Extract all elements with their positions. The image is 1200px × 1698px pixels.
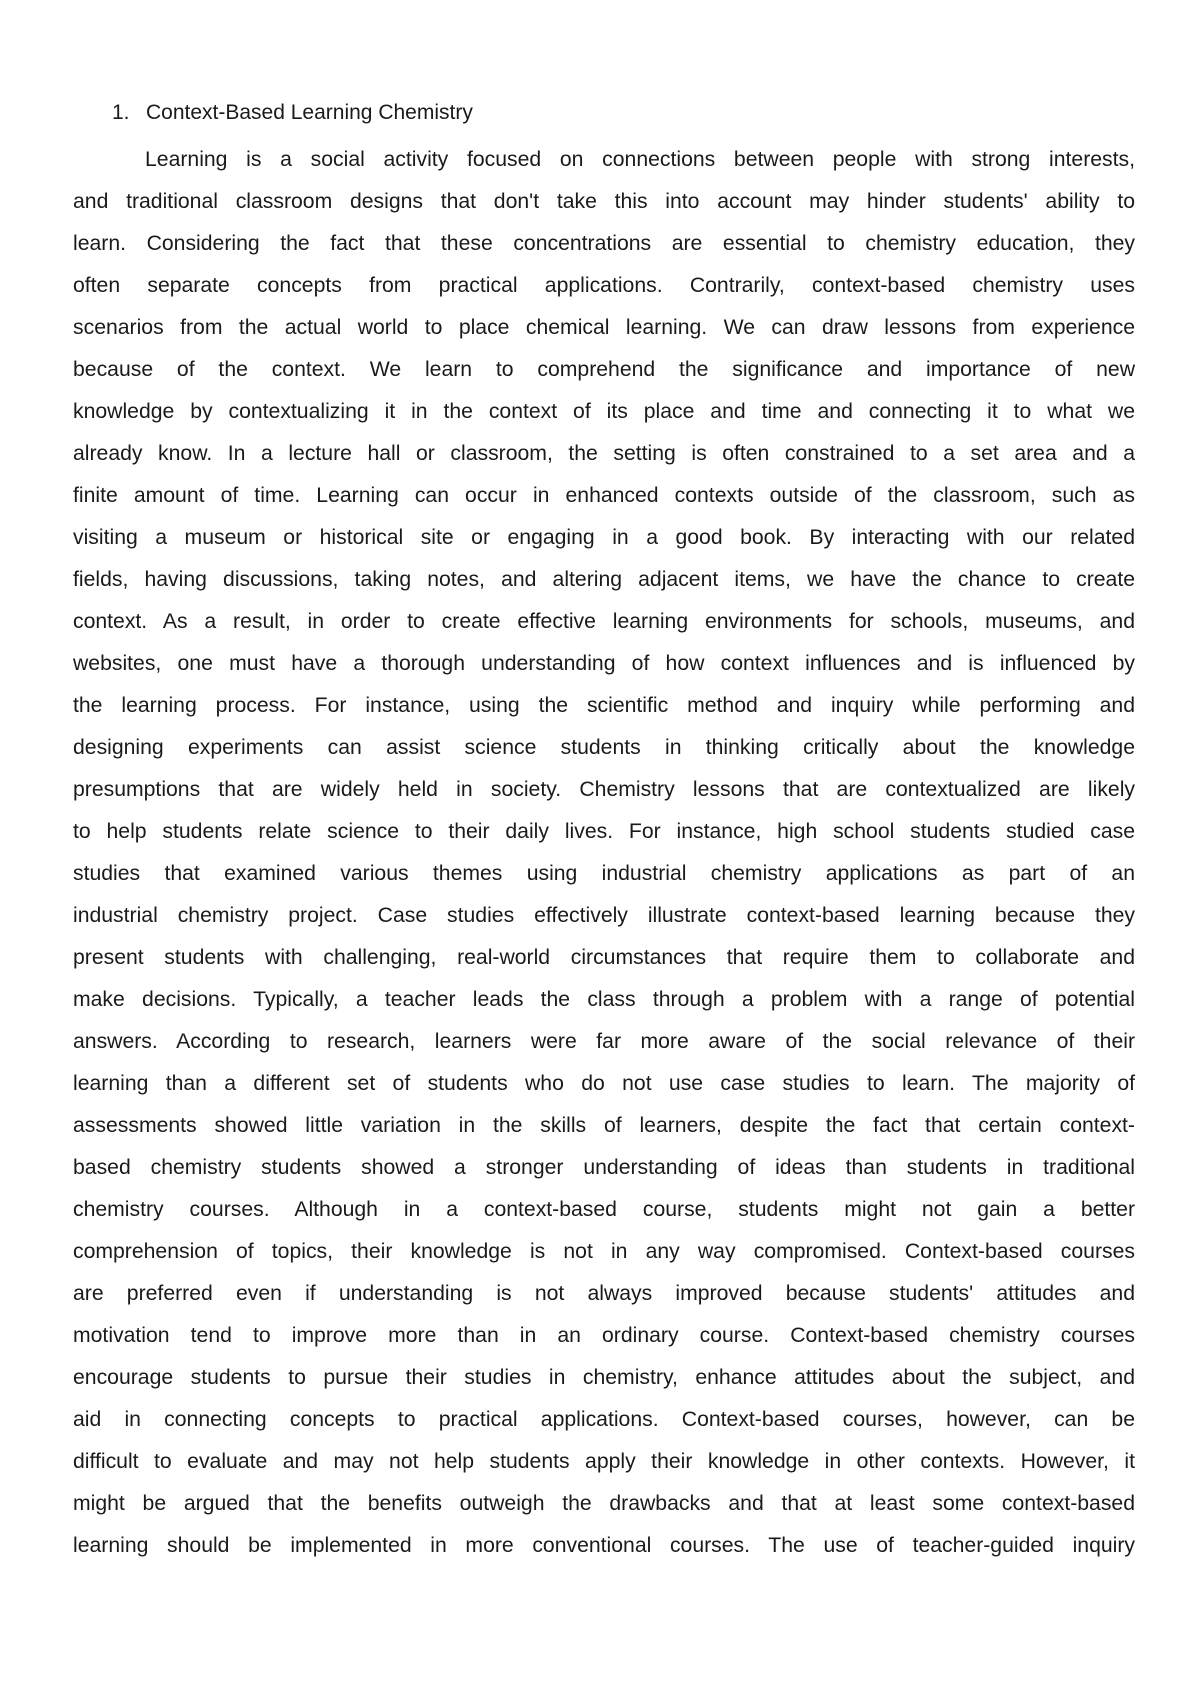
paragraph-line: visiting a museum or historical site or engaging in a good book. By interacting with our related xyxy=(73,526,1135,549)
paragraph-line: motivation tend to improve more than in an ordinary course. Context-based chemistry courses xyxy=(73,1324,1135,1347)
paragraph-line: to help students relate science to their daily lives. For instance, high school students studied case xyxy=(73,820,1135,843)
paragraph-line: present students with challenging, real-world circumstances that require them to collaborate and xyxy=(73,946,1135,969)
paragraph-line: make decisions. Typically, a teacher leads the class through a problem with a range of potential xyxy=(73,988,1135,1011)
paragraph-line: Learning is a social activity focused on connections between people with strong interests, xyxy=(145,148,1135,171)
body-paragraph xyxy=(73,139,1135,1567)
paragraph-line: and traditional classroom designs that don't take this into account may hinder students' ability to xyxy=(73,190,1135,213)
paragraph-line: based chemistry students showed a stronger understanding of ideas than students in traditional xyxy=(73,1156,1135,1179)
paragraph-line: designing experiments can assist science students in thinking critically about the knowledge xyxy=(73,736,1135,759)
paragraph-line: encourage students to pursue their studies in chemistry, enhance attitudes about the subject, and xyxy=(73,1366,1135,1389)
paragraph-line: context. As a result, in order to create effective learning environments for schools, museums, and xyxy=(73,610,1135,633)
paragraph-line: chemistry courses. Although in a context-based course, students might not gain a better xyxy=(73,1198,1135,1221)
paragraph-line: learning should be implemented in more conventional courses. The use of teacher-guided inquiry xyxy=(73,1534,1135,1557)
paragraph-line: learn. Considering the fact that these concentrations are essential to chemistry education, they xyxy=(73,232,1135,255)
paragraph-line: are preferred even if understanding is not always improved because students' attitudes and xyxy=(73,1282,1135,1305)
paragraph-line: presumptions that are widely held in society. Chemistry lessons that are contextualized are likely xyxy=(73,778,1135,801)
paragraph-line: learning than a different set of students who do not use case studies to learn. The majority of xyxy=(73,1072,1135,1095)
paragraph-line: aid in connecting concepts to practical applications. Context-based courses, however, can be xyxy=(73,1408,1135,1431)
paragraph-line: scenarios from the actual world to place chemical learning. We can draw lessons from experience xyxy=(73,316,1135,339)
section-heading xyxy=(112,98,473,128)
paragraph-line: knowledge by contextualizing it in the context of its place and time and connecting it to what we xyxy=(73,400,1135,423)
paragraph-line: already know. In a lecture hall or classroom, the setting is often constrained to a set area and a xyxy=(73,442,1135,465)
paragraph-line: websites, one must have a thorough understanding of how context influences and is influenced by xyxy=(73,652,1135,675)
paragraph-line: often separate concepts from practical applications. Contrarily, context-based chemistry uses xyxy=(73,274,1135,297)
paragraph-line: comprehension of topics, their knowledge is not in any way compromised. Context-based courses xyxy=(73,1240,1135,1263)
paragraph-line: studies that examined various themes using industrial chemistry applications as part of an xyxy=(73,862,1135,885)
paragraph-line: assessments showed little variation in the skills of learners, despite the fact that certain context- xyxy=(73,1114,1135,1137)
section-number: 1. xyxy=(112,101,130,124)
paragraph-line: because of the context. We learn to comprehend the significance and importance of new xyxy=(73,358,1135,381)
paragraph-line: might be argued that the benefits outweigh the drawbacks and that at least some context-based xyxy=(73,1492,1135,1515)
paragraph-line: the learning process. For instance, using the scientific method and inquiry while performing and xyxy=(73,694,1135,717)
paragraph-line: difficult to evaluate and may not help students apply their knowledge in other contexts. However, it xyxy=(73,1450,1135,1473)
section-title: Context-Based Learning Chemistry xyxy=(146,101,473,124)
paragraph-line: fields, having discussions, taking notes, and altering adjacent items, we have the chance to create xyxy=(73,568,1135,591)
paragraph-line: finite amount of time. Learning can occur in enhanced contexts outside of the classroom, such as xyxy=(73,484,1135,507)
paragraph-line: industrial chemistry project. Case studies effectively illustrate context-based learning because they xyxy=(73,904,1135,927)
paragraph-line: answers. According to research, learners were far more aware of the social relevance of their xyxy=(73,1030,1135,1053)
